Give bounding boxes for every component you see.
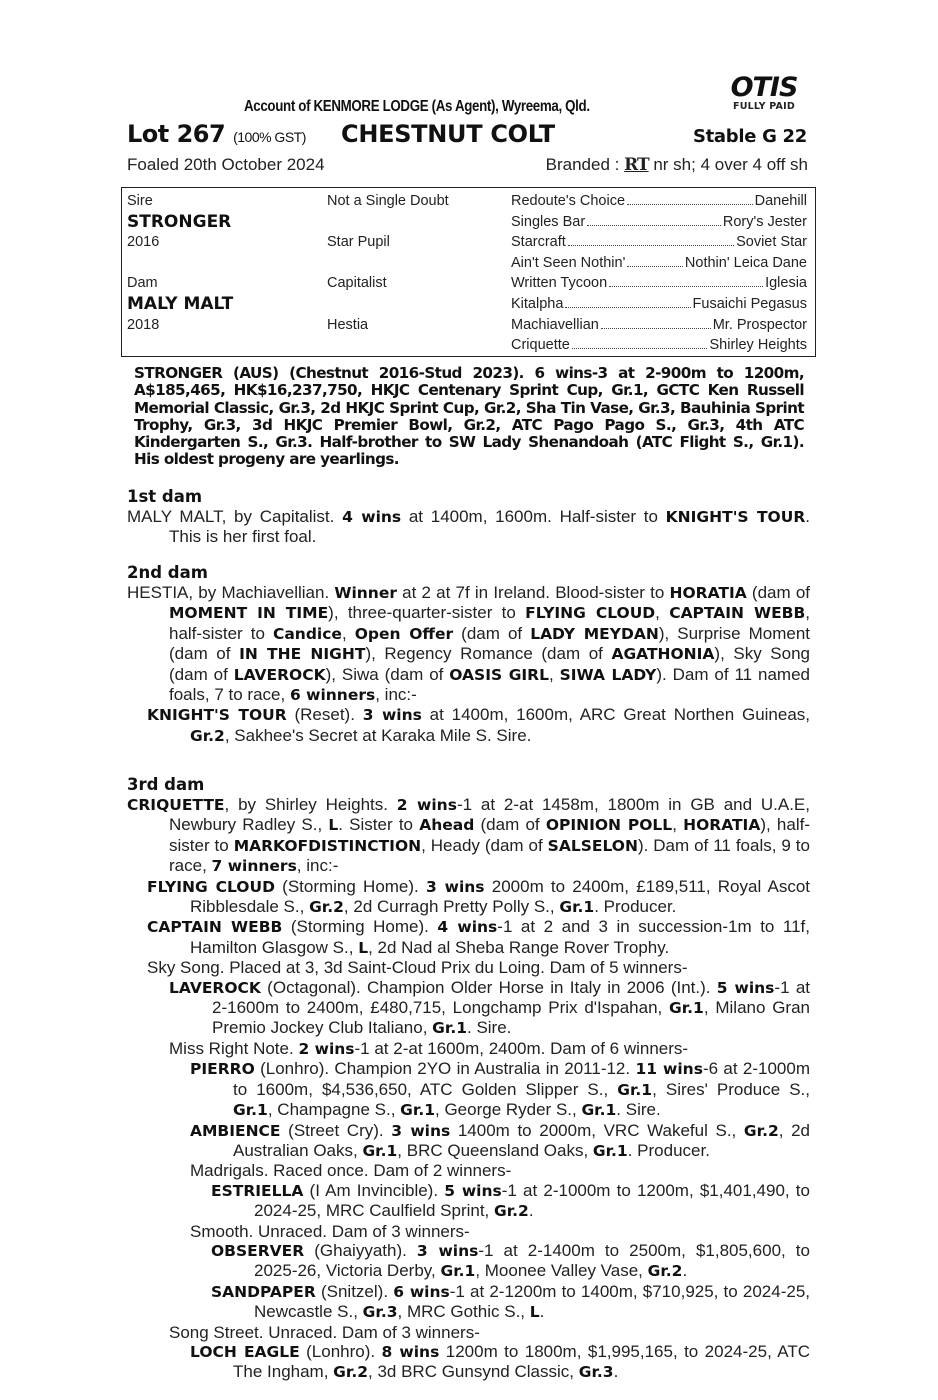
ancestor-right: Soviet Star (736, 234, 807, 251)
pedigree-great-grandparents (511, 191, 807, 356)
grandparent: Star Pupil (327, 234, 390, 251)
grandparent: Capitalist (327, 275, 387, 292)
ancestor-right: Rory's Jester (722, 213, 807, 230)
sire-summary: STRONGER (AUS) (Chestnut 2016-Stud 2023). 6 wins-3 at 2-900m to 1200m, A$185,465, HK$16,237,750, HKJC Centenary Sprint Cup, Gr.1, GCTC Ken Russell Memorial Classic, Gr.3, 2d HKJC Sprint Cup, Gr.2, Sha Tin Vase, Gr.3, Bauhinia Sprint Trophy, Gr.3, 3d HKJC Premier Bowl, Gr.2, ATC Pago Pago S., Gr.3, 4th ATC Kindergarten S., Gr.3. Half-brother to SW Lady Shenandoah (ATC Flight S., Gr.1). His oldest progeny are yearlings. (134, 364, 804, 469)
pedigree-entry: LOCH EAGLE (Lonhro). 8 wins 1200m to 1800m, $1,995,165, to 2024-25, ATC The Ingham, Gr.2, 3d BRC Gunsynd Classic, Gr.3. (190, 1341, 811, 1382)
lot-label: Lot 267 (127, 120, 226, 148)
ancestor-row (511, 335, 807, 356)
grandparent: Not a Single Doubt (327, 193, 449, 209)
ancestor-right: Iglesia (765, 275, 807, 292)
pedigree-entry: ESTRIELLA (I Am Invincible). 5 wins-1 at 2-1000m to 1200m, $1,401,490, to 2024-25, MRC Caulfield Sprint, Gr.2. (211, 1180, 810, 1221)
foaling-and-brand (127, 155, 808, 177)
section-entries (127, 795, 810, 1383)
pedigree-entry: AMBIENCE (Street Cry). 3 wins 1400m to 2000m, VRC Wakeful S., Gr.2, 2d Australian Oaks, Gr.1, BRC Queensland Oaks, Gr.1. Producer. (190, 1120, 811, 1160)
pedigree-entry: Song Street. Unraced. Dam of 3 winners- (169, 1322, 480, 1342)
ancestor-left: Kitalpha (511, 295, 564, 312)
lot-description: CHESTNUT COLT (341, 120, 555, 148)
ancestor-right: Fusaichi Pegasus (692, 295, 807, 312)
dam-name: MALY MALT (127, 293, 234, 314)
lot-number (127, 120, 306, 148)
brand-mark-icon: RT (624, 155, 649, 175)
ancestor-left: Singles Bar (511, 213, 586, 230)
ancestor-row (511, 212, 807, 233)
lot-header (127, 120, 810, 150)
brand-info (546, 155, 808, 175)
stable-location: Stable G 22 (692, 126, 807, 147)
ancestor-left: Criquette (511, 337, 570, 354)
pedigree-entry: OBSERVER (Ghaiyyath). 3 wins-1 at 2-1400m to 2500m, $1,805,600, to 2025-26, Victoria Derby, Gr.1, Moonee Valley Vase, Gr.2. (211, 1240, 810, 1281)
ancestor-left: Redoute's Choice (511, 193, 626, 209)
pedigree-entry: MALY MALT, by Capitalist. 4 wins at 1400m, 1600m. Half-sister to KNIGHT'S TOUR. This is her first foal. (127, 507, 810, 547)
pedigree-entry: CRIQUETTE, by Shirley Heights. 2 wins-1 at 2-at 1458m, 1800m in GB and U.A.E, Newbury Radley S., L. Sister to Ahead (dam of OPINION POLL, HORATIA), half-sister to MARKOFDISTINCTION, Heady (dam of SALSELON). Dam of 11 foals, 9 to race, 7 winners, inc:- (127, 795, 810, 876)
sire-label: Sire (127, 193, 153, 209)
ancestor-left: Starcraft (511, 234, 566, 251)
pedigree-entry: LAVEROCK (Octagonal). Champion Older Horse in Italy in 2006 (Int.). 5 wins-1 at 2-1600m to 2400m, £480,715, Longchamp Prix d'Ispahan, Gr.1, Milano Gran Premio Jockey Club Italiano, Gr.1. Sire. (169, 977, 810, 1038)
pedigree-entry: FLYING CLOUD (Storming Home). 3 wins 2000m to 2400m, £189,511, Royal Ascot Ribblesdale S., Gr.2, 2d Curragh Pretty Polly S., Gr.1. Producer. (147, 876, 811, 917)
ancestor-right: Nothin' Leica Dane (684, 254, 807, 271)
pedigree-entry: Miss Right Note. 2 wins-1 at 2-at 1600m, 2400m. Dam of 6 winners- (169, 1038, 689, 1058)
pedigree-entry: PIERRO (Lonhro). Champion 2YO in Australia in 2011-12. 11 wins-6 at 2-1000m to 1600m, $4,536,650, ATC Golden Slipper S., Gr.1, Sires' Produce S., Gr.1, Champagne S., Gr.1, George Ryder S., Gr.1. Sire. (190, 1059, 810, 1120)
section-1st-dam (127, 487, 810, 547)
section-title: 3rd dam (127, 775, 205, 794)
sire-name: STRONGER (127, 211, 232, 232)
pedigree-entry: CAPTAIN WEBB (Storming Home). 4 wins-1 at 2 and 3 in succession-1m to 11f, Hamilton Glasgow S., L, 2d Nad al Sheba Range Rover Trophy. (147, 917, 810, 957)
otis-logo-text: OTIS (730, 72, 798, 103)
branded-label: Branded : (545, 155, 620, 174)
pedigree-entry: HESTIA, by Machiavellian. Winner at 2 at 7f in Ireland. Blood-sister to HORATIA (dam of MOMENT IN TIME), three-quarter-sister to FLYING CLOUD, CAPTAIN WEBB, half-sister to Candice, Open Offer (dam of LADY MEYDAN), Surprise Moment (dam of IN THE NIGHT), Regency Romance (dam of AGATHONIA), Sky Song (dam of LAVEROCK), Siwa (dam of OASIS GIRL, SIWA LADY). Dam of 11 named foals, 7 to race, 6 winners, inc:- (127, 583, 811, 705)
ancestor-row (511, 294, 807, 315)
section-2nd-dam (127, 563, 810, 746)
pedigree-grandparents (327, 191, 507, 335)
pedigree-entry: SANDPAPER (Snitzel). 6 wins-1 at 2-1200m to 1400m, $710,925, to 2024-25, Newcastle S., Gr.3, MRC Gothic S., L. (211, 1281, 811, 1322)
fully-paid-label: FULLY PAID (733, 101, 795, 112)
ancestor-right: Danehill (754, 193, 807, 209)
ancestor-left: Written Tycoon (511, 275, 608, 292)
ancestor-row (511, 315, 807, 336)
ancestor-right: Shirley Heights (709, 337, 807, 354)
ancestor-row (511, 273, 807, 294)
pedigree-parents (127, 191, 317, 335)
grandparent: Hestia (327, 316, 369, 333)
pedigree-entry: KNIGHT'S TOUR (Reset). 3 wins at 1400m, 1600m, ARC Great Northen Guineas, Gr.2, Sakhee's Secret at Karaka Mile S. Sire. (147, 705, 811, 745)
ancestor-row (511, 253, 807, 274)
pedigree-entry: Sky Song. Placed at 3, 3d Saint-Cloud Prix du Loing. Dam of 5 winners- (147, 958, 688, 978)
section-title: 1st dam (127, 487, 203, 506)
section-title: 2nd dam (127, 563, 208, 582)
section-3rd-dam (127, 775, 810, 1383)
ancestor-row (511, 191, 807, 212)
ancestor-left: Machiavellian (511, 316, 599, 333)
section-entries (127, 507, 810, 547)
foaled-date: Foaled 20th October 2024 (127, 155, 325, 174)
vendor-account: Account of KENMORE LODGE (As Agent), Wyreema, Qld. (244, 98, 590, 115)
sire-year: 2016 (127, 234, 160, 251)
ancestor-left: Ain't Seen Nothin' (511, 254, 626, 271)
pedigree-entry: Smooth. Unraced. Dam of 3 winners- (190, 1221, 470, 1241)
ancestor-row (511, 232, 807, 253)
dam-year: 2018 (127, 316, 160, 333)
gst-note: (100% GST) (233, 129, 306, 145)
section-entries (127, 583, 810, 746)
pedigree-table (121, 187, 816, 357)
pedigree-entry: Madrigals. Raced once. Dam of 2 winners- (190, 1161, 512, 1181)
otis-logo (722, 74, 806, 113)
ancestor-right: Mr. Prospector (712, 316, 807, 333)
branded-detail: nr sh; 4 over 4 off sh (653, 155, 808, 174)
dam-label: Dam (127, 275, 158, 292)
